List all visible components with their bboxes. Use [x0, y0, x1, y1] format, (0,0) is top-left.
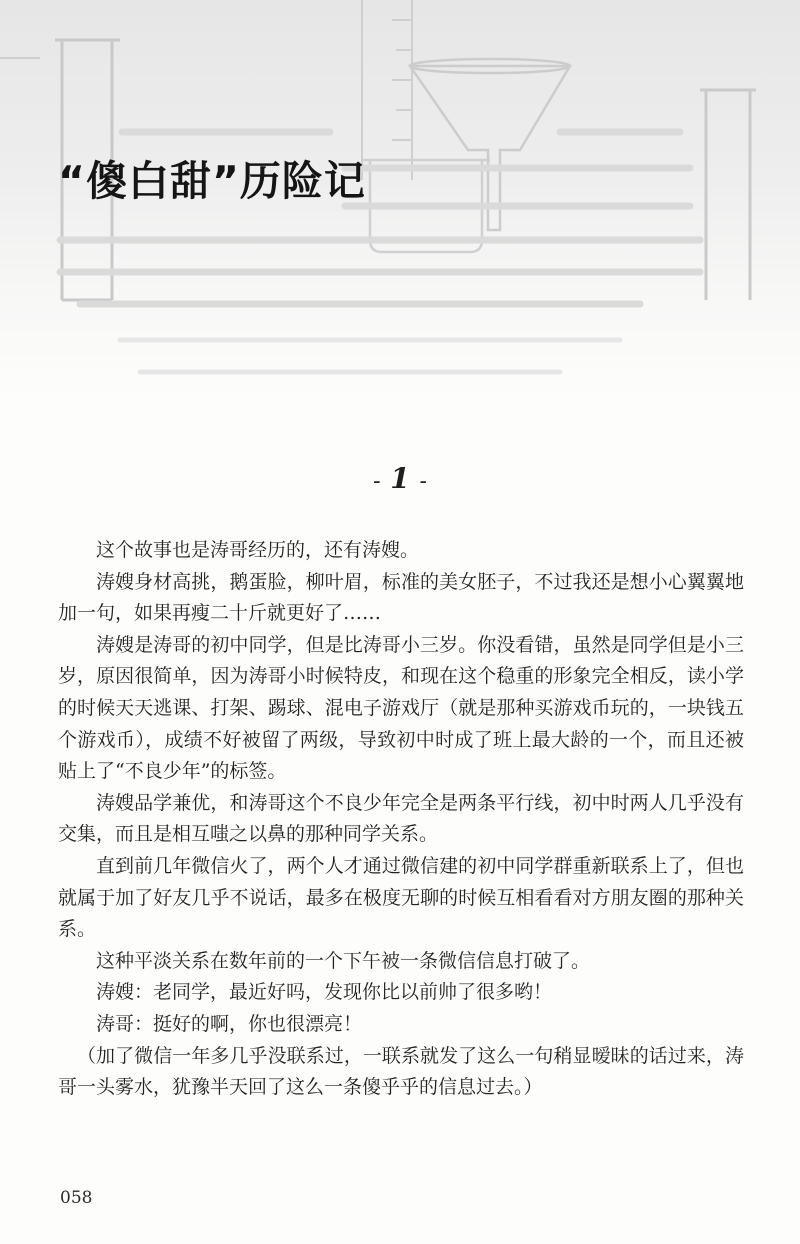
paragraph: 涛嫂品学兼优，和涛哥这个不良少年完全是两条平行线，初中时两人几乎没有交集，而且是相互嗤之以鼻的那种同学关系。	[58, 791, 744, 846]
paragraph: 这个故事也是涛哥经历的，还有涛嫂。	[96, 539, 420, 561]
paragraph: 直到前几年微信火了，两个人才通过微信建的初中同学群重新联系上了，但也就属于加了好友几乎不说话，最多在极度无聊的时候互相看看对方朋友圈的那种关系。	[58, 854, 744, 941]
section-dash-left: -	[373, 469, 381, 494]
body-text	[58, 535, 744, 1104]
dialogue-line: 涛哥：挺好的啊，你也很漂亮！	[96, 1012, 363, 1035]
paragraph: 涛嫂身材高挑，鹅蛋脸，柳叶眉，标准的美女胚子，不过我还是想小心翼翼地加一句，如果再瘦二十斤就更好了……	[58, 570, 744, 625]
aside-note: （加了微信一年多几乎没联系过，一联系就发了这么一句稍显暧昧的话过来，涛哥一头雾水，犹豫半天回了这么一条傻乎乎的信息过去。）	[58, 1044, 744, 1099]
page-number: 058	[60, 1188, 93, 1208]
dialogue-line: 涛嫂：老同学，最近好吗，发现你比以前帅了很多哟！	[96, 981, 553, 1004]
chapter-title: “傻白甜”历险记	[58, 157, 366, 205]
section-dash-right: -	[419, 469, 427, 494]
paragraph: 涛嫂是涛哥的初中同学，但是比涛哥小三岁。你没看错，虽然是同学但是小三岁，原因很简单，因为涛哥小时候特皮，和现在这个稳重的形象完全相反，读小学的时候天天逃课、打架、踢球、混电子游戏厅（就是那种买游戏币玩的，一块钱五个游戏币），成绩不好被留了两级，导致初中时成了班上最大龄的一个，而且还被贴上了“不良少年”的标签。	[58, 633, 744, 783]
section-number	[0, 462, 800, 495]
section-number-value: 1	[390, 462, 410, 495]
paragraph: 这种平淡关系在数年前的一个下午被一条微信信息打破了。	[96, 949, 591, 972]
